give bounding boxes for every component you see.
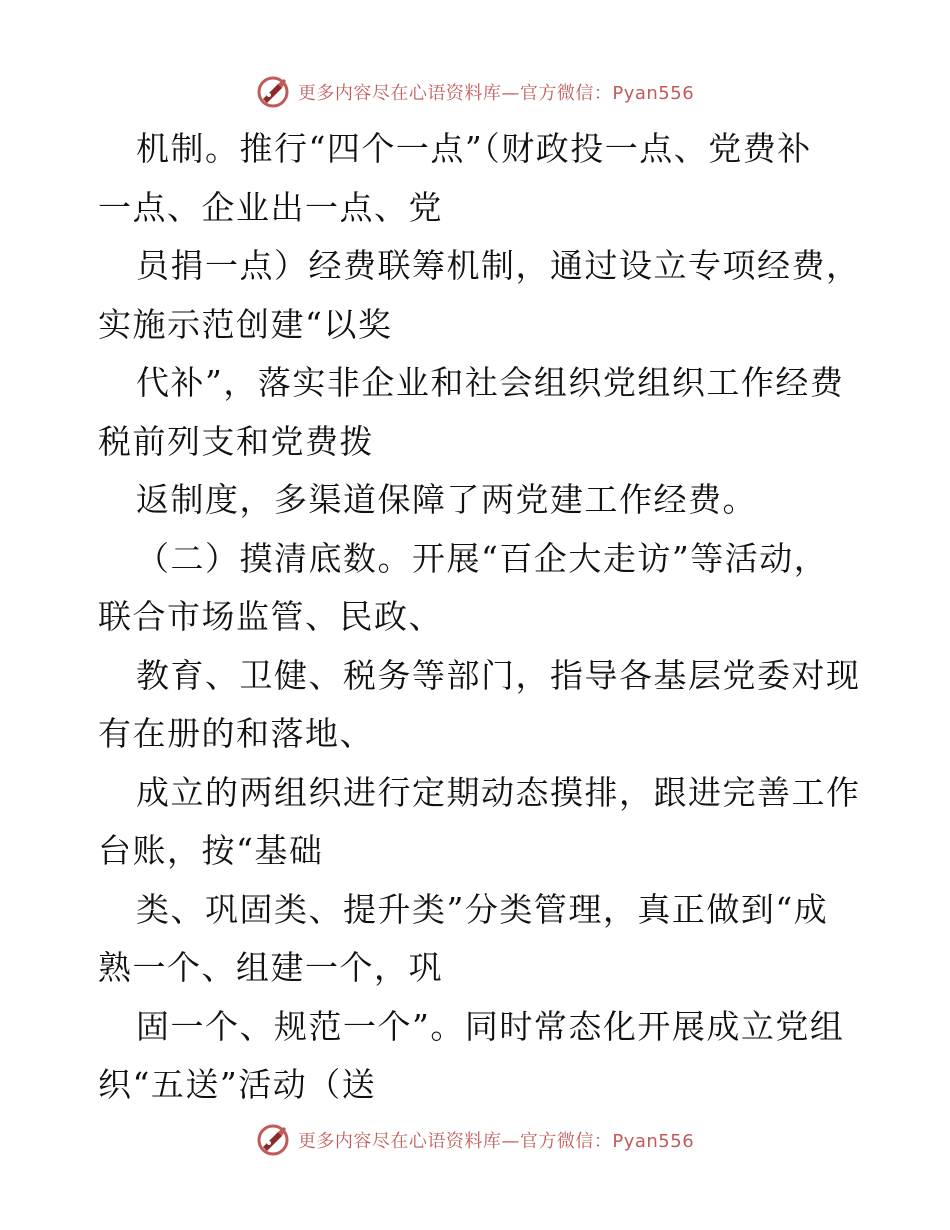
body-line: 一点、企业出一点、党 [98, 187, 443, 227]
body-line: 成立的两组织进行定期动态摸排，跟进完善工作 [136, 772, 861, 812]
body-line: 固一个、规范一个”。同时常态化开展成立党组 [136, 1006, 845, 1046]
body-line: 机制。推行“四个一点”（财政投一点、党费补 [136, 129, 812, 168]
brand-logo-icon [256, 75, 290, 109]
body-line: 员捐一点）经费联筹机制，通过设立专项经费， [136, 246, 861, 285]
body-line: 税前列支和党费拨 [98, 421, 374, 461]
body-line: 返制度，多渠道保障了两党建工作经费。 [136, 480, 757, 519]
footer-banner-text: 更多内容尽在心语资料库—官方微信：Pyan556 [297, 1131, 695, 1152]
body-line: 类、巩固类、提升类”分类管理，真正做到“成 [136, 889, 829, 929]
header-banner [0, 72, 950, 112]
body-line: （二）摸清底数。开展“百企大走访”等活动， [136, 538, 829, 578]
body-line: 联合市场监管、民政、 [98, 597, 443, 636]
header-banner-text: 更多内容尽在心语资料库—官方微信：Pyan556 [297, 83, 695, 104]
brand-logo-icon [256, 1123, 290, 1157]
body-line: 实施示范创建“以奖 [98, 304, 393, 344]
body-line: 教育、卫健、税务等部门，指导各基层党委对现 [136, 655, 861, 695]
body-line: 台账，按“基础 [98, 831, 324, 870]
body-line: 代补”，落实非企业和社会组织党组织工作经费 [136, 363, 845, 402]
body-line: 有在册的和落地、 [98, 714, 374, 753]
body-line: 熟一个、组建一个，巩 [98, 948, 443, 987]
body-line: 织“五送”活动（送 [98, 1065, 377, 1104]
footer-banner [0, 1120, 950, 1160]
document-body [98, 120, 861, 1115]
